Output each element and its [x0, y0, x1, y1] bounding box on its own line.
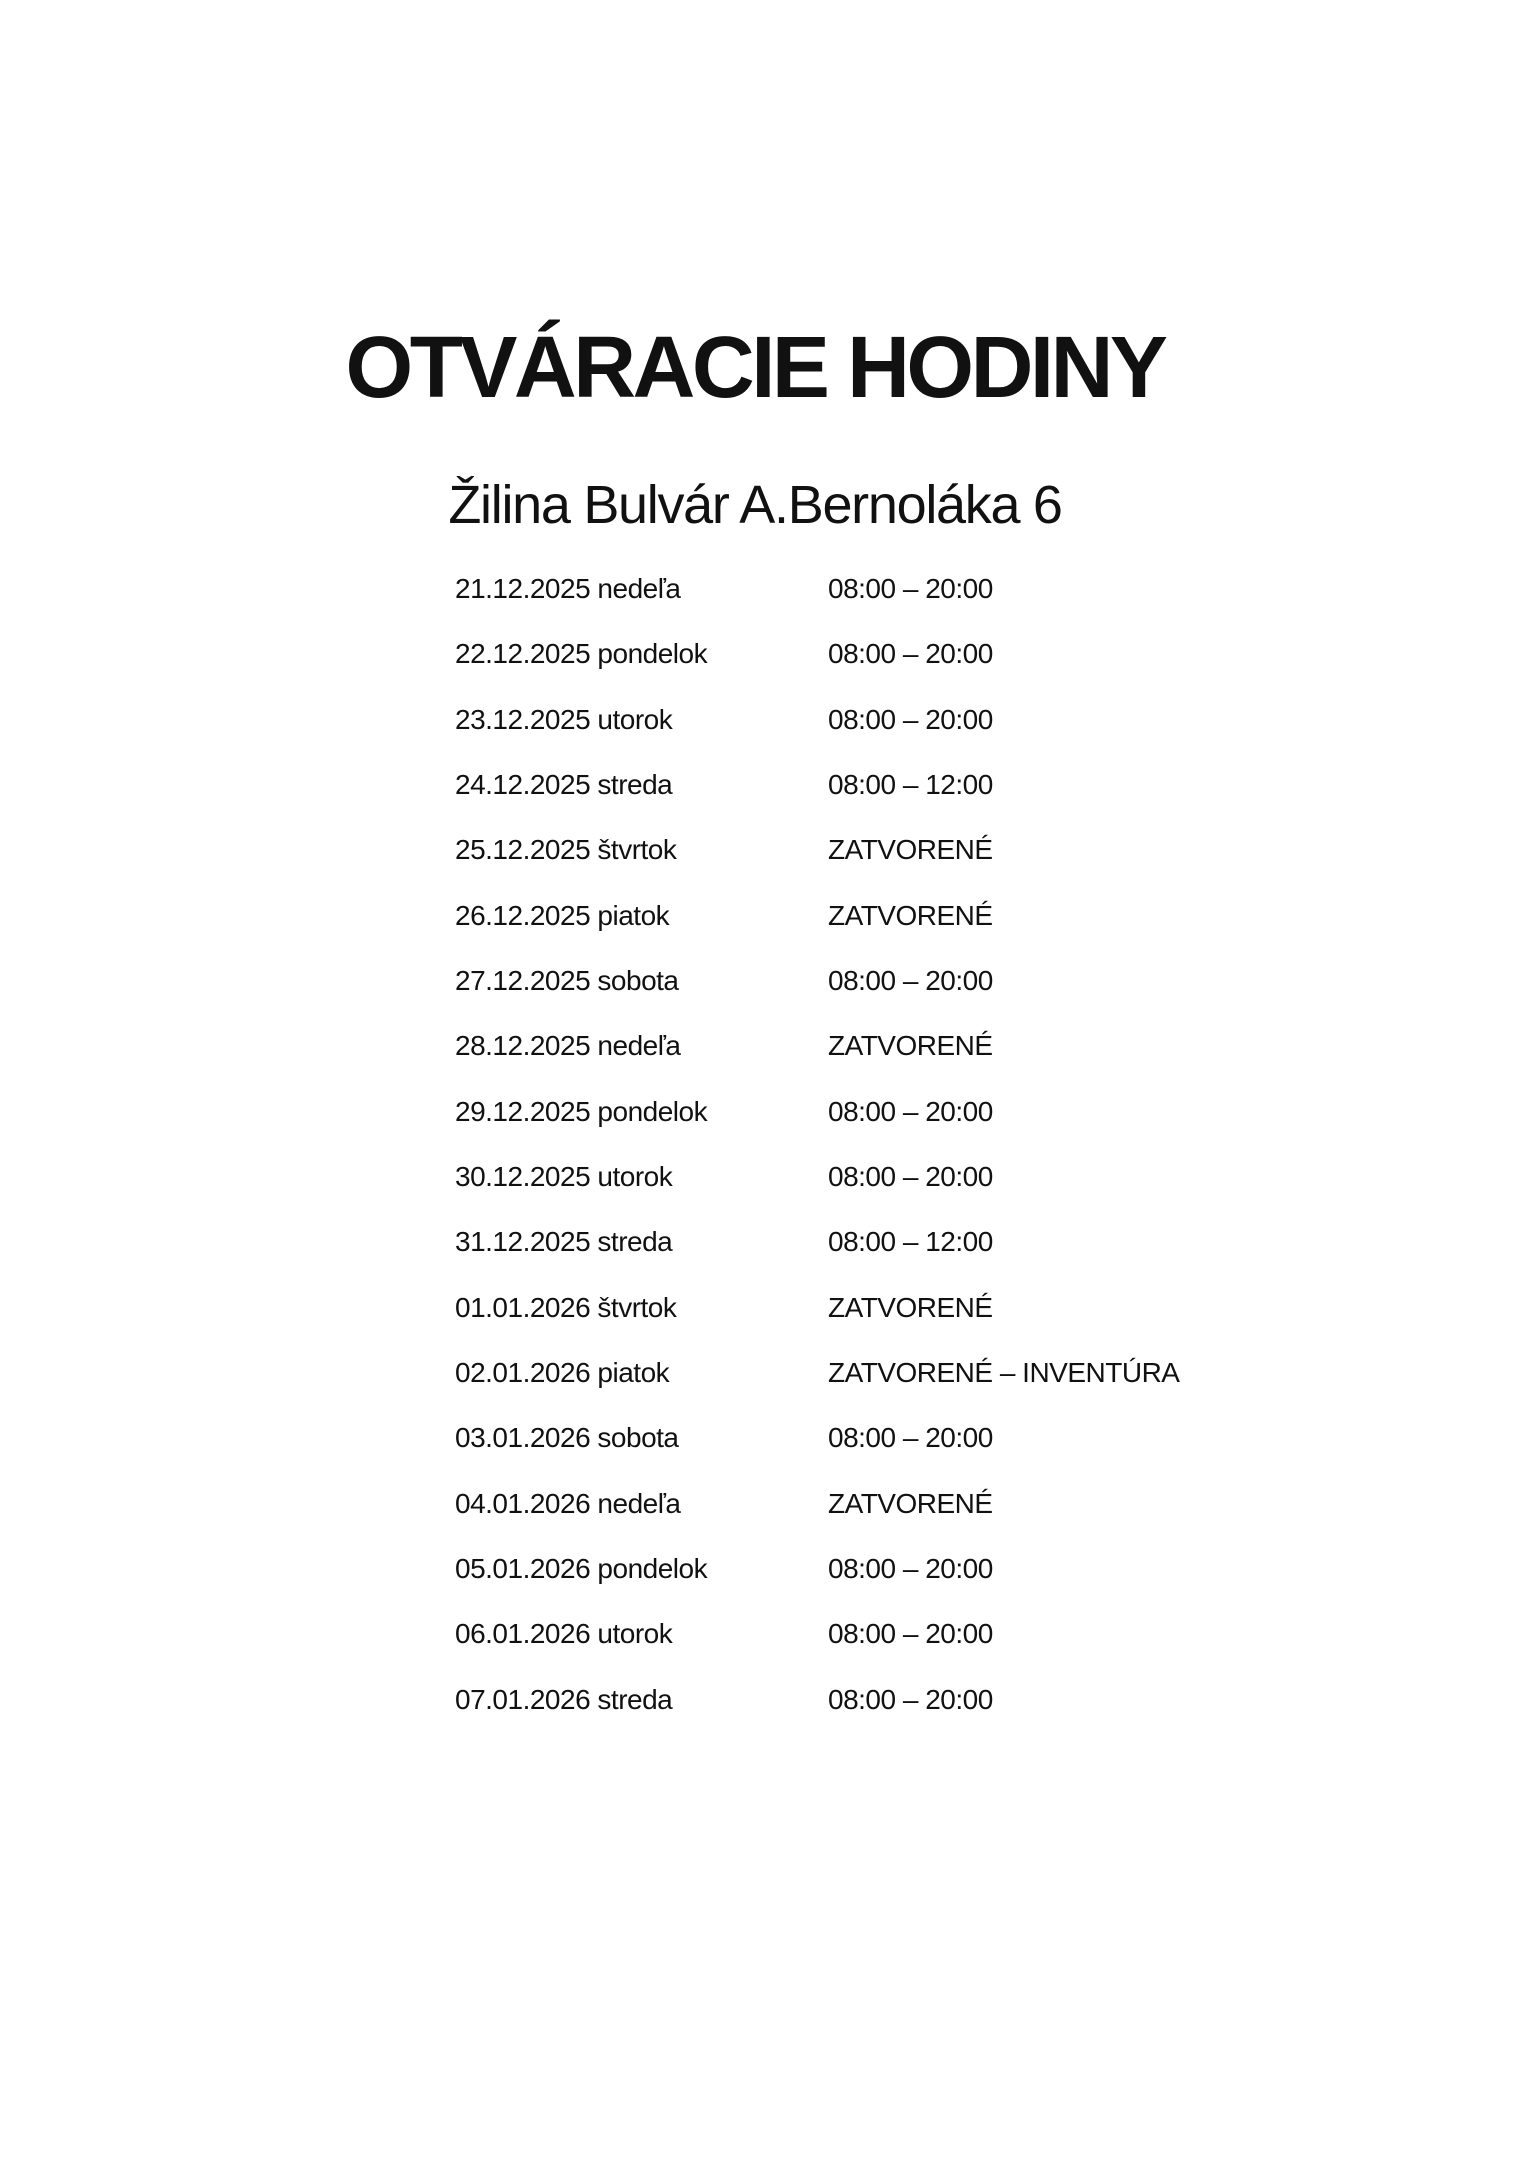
- schedule-day: pondelok: [597, 638, 708, 670]
- schedule-date: 27.12.2025: [455, 964, 591, 996]
- schedule-day: nedeľa: [597, 1487, 681, 1519]
- schedule-date-day: [455, 1405, 828, 1470]
- schedule-row: [455, 1536, 1175, 1601]
- schedule-row: [455, 883, 1175, 948]
- schedule-hours: 08:00 – 12:00: [828, 768, 993, 800]
- schedule-date: 21.12.2025: [455, 573, 591, 604]
- schedule-hours: 08:00 – 12:00: [828, 1226, 993, 1258]
- schedule-day: sobota: [597, 1422, 679, 1454]
- schedule-date: 25.12.2025: [455, 834, 591, 866]
- schedule-row: [455, 1144, 1175, 1209]
- schedule-row: [455, 1601, 1175, 1666]
- schedule-date: 07.01.2026: [455, 1683, 591, 1715]
- page-title: OTVÁRACIE HODINY: [345, 319, 1165, 416]
- schedule-row: [455, 1340, 1180, 1405]
- schedule-hours: ZATVORENÉ: [828, 1291, 993, 1323]
- schedule-day: utorok: [597, 1618, 673, 1650]
- schedule-date-day: [455, 1536, 828, 1601]
- schedule-row: [455, 687, 1175, 752]
- schedule-row: [455, 1471, 1175, 1536]
- schedule-row: [455, 1667, 1175, 1732]
- schedule-day: streda: [597, 768, 673, 800]
- schedule-hours: 08:00 – 20:00: [828, 1618, 993, 1650]
- schedule-date-day: [455, 1471, 828, 1536]
- schedule-date-day: [455, 687, 828, 752]
- schedule-date-day: [455, 1601, 828, 1666]
- schedule-date-day: [455, 1013, 828, 1078]
- schedule-date: 26.12.2025: [455, 899, 591, 931]
- schedule-date: 06.01.2026: [455, 1618, 591, 1650]
- schedule-hours: 08:00 – 20:00: [828, 1683, 993, 1715]
- schedule-hours: 08:00 – 20:00: [828, 1160, 993, 1192]
- schedule-date-day: [455, 556, 828, 621]
- schedule-date: 03.01.2026: [455, 1422, 591, 1454]
- schedule-row: [455, 1013, 1175, 1078]
- schedule-row: [455, 1275, 1175, 1340]
- schedule-day: piatok: [597, 1356, 670, 1388]
- schedule-hours: ZATVORENÉ: [828, 899, 993, 931]
- schedule-date-day: [455, 1209, 828, 1274]
- schedule-row: [455, 752, 1175, 817]
- schedule-date: 22.12.2025: [455, 638, 591, 670]
- schedule-date-day: [455, 1079, 828, 1144]
- schedule-date-day: [455, 817, 828, 882]
- schedule-day: streda: [597, 1683, 673, 1715]
- schedule-hours: ZATVORENÉ: [828, 1030, 993, 1062]
- schedule-date-day: [455, 752, 828, 817]
- schedule-date-day: [455, 1275, 828, 1340]
- schedule-date: 24.12.2025: [455, 768, 591, 800]
- schedule-hours: 08:00 – 20:00: [828, 1422, 993, 1454]
- schedule-row: [455, 556, 1175, 621]
- schedule-hours: 08:00 – 20:00: [828, 703, 993, 735]
- schedule-day: utorok: [597, 703, 673, 735]
- schedule-hours: ZATVORENÉ: [828, 834, 993, 866]
- schedule-date-day: [455, 883, 828, 948]
- schedule-hours: 08:00 – 20:00: [828, 1095, 993, 1127]
- schedule-date-day: [455, 1667, 828, 1732]
- schedule-hours: 08:00 – 20:00: [828, 638, 993, 670]
- schedule-row: [455, 1079, 1175, 1144]
- schedule-day: sobota: [597, 964, 679, 996]
- schedule-date: 02.01.2026: [455, 1356, 591, 1388]
- schedule-date: 29.12.2025: [455, 1095, 591, 1127]
- schedule-date: 01.01.2026: [455, 1291, 591, 1323]
- schedule-date: 28.12.2025: [455, 1030, 591, 1062]
- schedule-date-day: [455, 948, 828, 1013]
- schedule-day: pondelok: [597, 1552, 708, 1584]
- schedule-date: 23.12.2025: [455, 703, 591, 735]
- schedule-hours: ZATVORENÉ: [828, 1487, 993, 1519]
- schedule-date: 30.12.2025: [455, 1160, 591, 1192]
- schedule-hours: 08:00 – 20:00: [828, 1552, 993, 1584]
- schedule-day: streda: [597, 1226, 673, 1258]
- schedule-date: 31.12.2025: [455, 1226, 591, 1258]
- schedule-row: [455, 621, 1175, 686]
- schedule-row: [455, 1405, 1175, 1470]
- schedule-hours: ZATVORENÉ – INVENTÚRA: [828, 1356, 1180, 1388]
- schedule-row: [455, 948, 1175, 1013]
- schedule-day: utorok: [597, 1160, 673, 1192]
- schedule-table: [455, 556, 1180, 1732]
- schedule-day: nedeľa: [597, 1030, 681, 1062]
- schedule-row: [455, 817, 1175, 882]
- schedule-date: 04.01.2026: [455, 1487, 591, 1519]
- schedule-day: piatok: [597, 899, 670, 931]
- schedule-hours: 08:00 – 20:00: [828, 964, 993, 996]
- schedule-row: [455, 1209, 1175, 1274]
- schedule-day: nedeľa: [597, 573, 681, 604]
- schedule-date: 05.01.2026: [455, 1552, 591, 1584]
- schedule-day: štvrtok: [597, 834, 677, 866]
- schedule-date-day: [455, 1144, 828, 1209]
- schedule-date-day: [455, 1340, 828, 1405]
- schedule-date-day: [455, 621, 828, 686]
- schedule-day: pondelok: [597, 1095, 708, 1127]
- schedule-hours: 08:00 – 20:00: [828, 573, 993, 604]
- schedule-day: štvrtok: [597, 1291, 677, 1323]
- page-subtitle: Žilina Bulvár A.Bernoláka 6: [448, 475, 1062, 535]
